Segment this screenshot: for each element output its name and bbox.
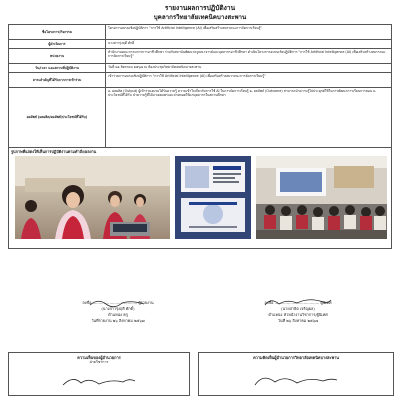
row-label-summary: สาระสำคัญที่ได้รับจากการเข้าร่วม <box>9 73 106 88</box>
approval-director-title: ความคิดเห็นผู้อำนวยการวิทยาลัยเทคนิคบางสะพาน <box>253 355 339 360</box>
signature-reporter <box>28 300 208 354</box>
photo-presentation-image <box>175 156 251 239</box>
row-value-datetime: วันที่ ๒๑ สิงหาคม ๒๕๖๗ ณ ห้องประชุมวิทยาลัยเทคนิคบางสะพาน <box>106 64 392 73</box>
row-value-operator: นางสาวรุ่งฤดี ศักดิ์ <box>106 40 392 49</box>
table-row <box>9 88 392 148</box>
report-title: รายงานผลการปฏิบัติงาน <box>164 4 236 12</box>
signature-reporter-mark <box>88 298 148 308</box>
approval-division-signature <box>59 373 139 389</box>
reporter-date: วันที่รายงาน ๒๖ สิงหาคม ๒๕๖๗ <box>91 318 145 323</box>
supervisor-sign-line: ลงชื่อ ..................................... ผู้นิเทศ <box>264 300 332 305</box>
signature-area <box>8 300 392 396</box>
report-page <box>8 4 392 396</box>
row-label-agency: หน่วยงาน <box>9 49 106 64</box>
approval-division-title: ความเห็นของผู้อำนวยการ <box>77 355 121 360</box>
row-label-project: ชื่อโครงการ/กิจกรรม <box>9 25 106 40</box>
row-value-project: โครงการอบรมเชิงปฏิบัติการ "การใช้ Artificial Intelligence (AI) เพื่อเสริมสร้างสมรรถนะการจัดการเรียนรู้" <box>106 25 392 40</box>
approval-box-director <box>198 352 394 396</box>
reporter-sign-line: ลงชื่อ ..................................... ผู้รายงาน <box>82 300 154 305</box>
row-label-operator: ผู้ดำเนินการ <box>9 40 106 49</box>
supervisor-date: วันที่ ๒๖ สิงหาคม ๒๕๖๗ <box>277 318 319 323</box>
row-value-outcome: ๑. ผลผลิต (Output) ผู้เข้าร่วมอบรมได้รับความรู้ ความเข้าใจเกี่ยวกับการใช้ AI ในการจัดการเรียนรู้ ๒. ผลลัพธ์ (Outcome) สามารถนำความรู้ไปประยุกต์ใช้ในการพัฒนาการเรียนการสอน ๓. ประโยชน์ที่ได้รับ นำความรู้ที่ได้มาเผยแพร่และถ่ายทอดให้แก่บุคลากรในสถานศึกษา <box>106 88 392 148</box>
row-value-summary: เข้าร่วมการอบรมเชิงปฏิบัติการ "การใช้ Artificial Intelligence (AI) เพื่อเสริมสร้างสมรรถนะการจัดการเรียนรู้" <box>106 73 392 88</box>
photos-caption: รูปภาพที่แสดงให้เห็นการปฏิบัติงานตามคำสั่ง/ผลงาน <box>11 149 97 154</box>
table-row <box>9 73 392 88</box>
supervisor-name: (นายสาธิต เจริญผล) <box>281 306 315 311</box>
photo-presentation-screen <box>175 156 251 239</box>
photo-participants <box>15 156 170 239</box>
photo-participants-image <box>15 156 170 239</box>
table-row <box>9 49 392 64</box>
table-row <box>9 64 392 73</box>
row-label-outcome: ผลลัพธ์ (ผลผลิต/ผลลัพธ์/ประโยชน์ที่ได้รับ) <box>9 88 106 148</box>
reporter-position: ตำแหน่ง ครู <box>108 312 128 317</box>
table-row <box>9 40 392 49</box>
report-info-table <box>8 24 392 148</box>
photo-meeting-room-image <box>256 156 387 239</box>
approval-division-sub: ฝ่ายวิชาการ <box>89 360 109 364</box>
reporter-name: (นางสาวรุ่งฤดี ศักดิ์) <box>101 306 135 311</box>
row-label-datetime: วัน/เวลา และสถานที่ปฏิบัติงาน <box>9 64 106 73</box>
signature-supervisor <box>208 300 388 354</box>
photo-meeting-room <box>256 156 387 239</box>
report-subtitle: บุคลากรวิทยาลัยเทคนิคบางสะพาน <box>153 14 247 21</box>
signature-supervisor-mark <box>263 296 333 308</box>
approval-director-signature <box>251 371 341 389</box>
supervisor-position: ตำแหน่ง หัวหน้างานวิชาการ/ผู้นิเทศ <box>268 312 328 317</box>
row-value-agency: สำนักงานคณะกรรมการการอาชีวศึกษา ร่วมกับสถาบันพัฒนาครูคณาจารย์และบุคลากรอาชีวศึกษา ดำเนินโครงการอบรมเชิงปฏิบัติการ "การใช้ Artificial Intelligence (AI) เพื่อเสริมสร้างสมรรถนะการจัดการเรียนรู้" <box>106 49 392 64</box>
photos-section <box>8 148 392 249</box>
approval-box-division <box>8 352 190 396</box>
table-row <box>9 25 392 40</box>
